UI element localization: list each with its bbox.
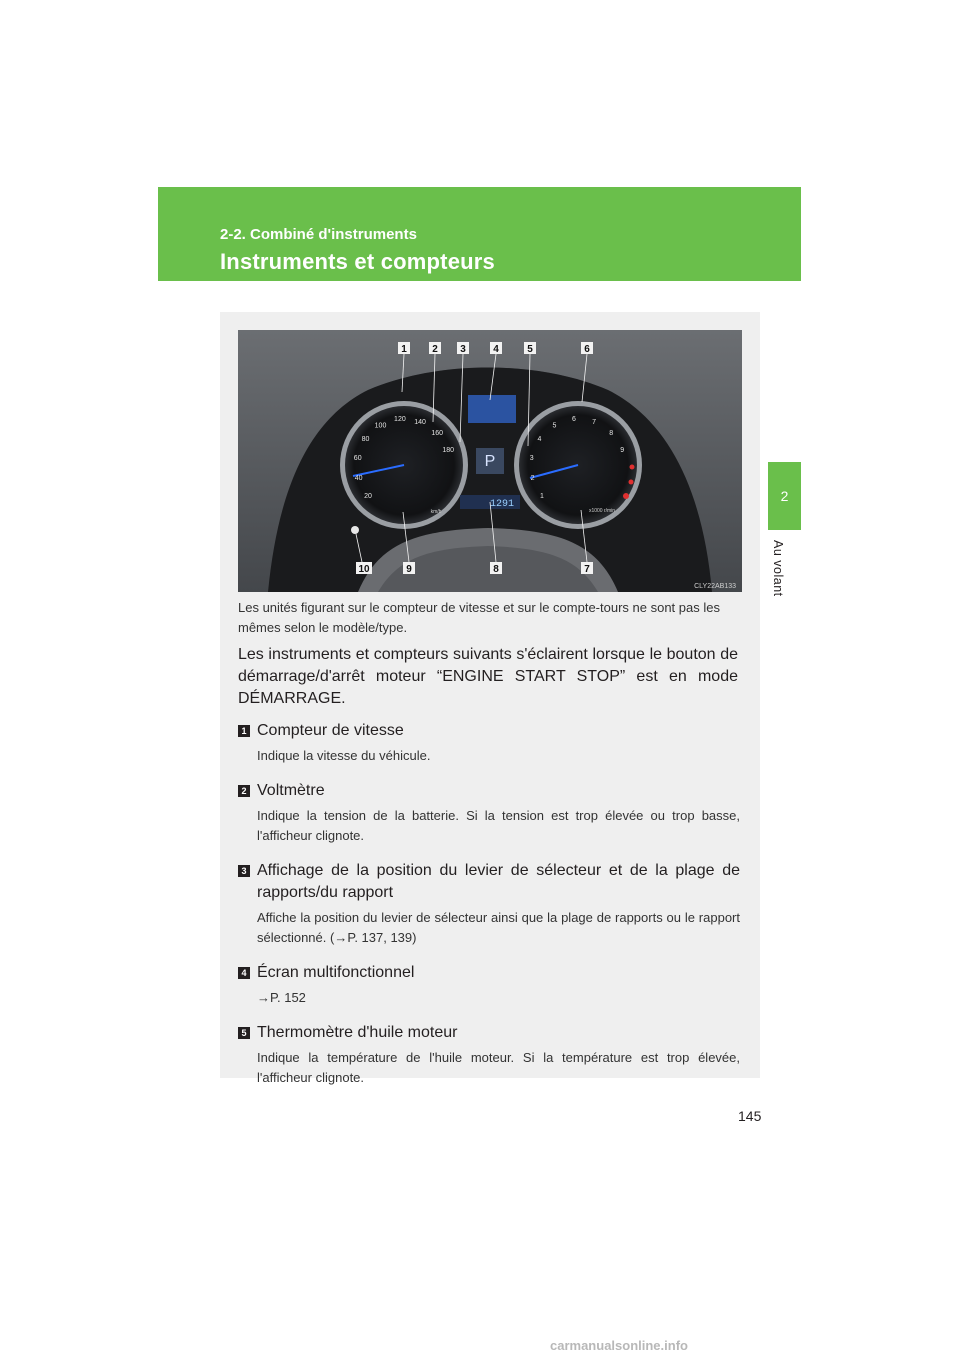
item-description: Indique la tension de la batterie. Si la tension est trop élevée ou trop basse, l'afficheur clignote.	[257, 808, 740, 843]
intro-paragraph: Les instruments et compteurs suivants s'éclairent lorsque le bouton de démarrage/d'arrêt moteur “ENGINE START STOP” est en mode DÉMARRAGE.	[238, 646, 738, 707]
item-title: Affichage de la position du levier de sélecteur et de la plage de rapports/du rapport	[257, 862, 740, 901]
cluster-illustration	[238, 330, 742, 592]
item-number: 5	[238, 1027, 250, 1039]
speed-unit-label: km/h	[430, 509, 442, 515]
list-item	[238, 720, 740, 766]
tach-tick-label: 6	[571, 416, 576, 424]
callout-number: 9	[406, 564, 412, 575]
section-label: 2-2. Combiné d'instruments	[220, 226, 417, 243]
tach-tick-label: 7	[592, 418, 597, 426]
list-item	[238, 780, 740, 846]
content-box	[220, 312, 760, 1085]
odometer-value: 1291	[489, 499, 515, 510]
speed-tick-label: 60	[353, 454, 362, 462]
speed-tick-label: 20	[364, 493, 372, 501]
speed-tick-label: 160	[431, 429, 444, 437]
callout-number: 8	[493, 564, 499, 575]
tach-unit-label: x1000 r/min	[588, 508, 616, 514]
item-number: 2	[238, 785, 250, 797]
list-item	[238, 962, 740, 1008]
item-number: 1	[238, 725, 250, 737]
callout-number: 3	[460, 344, 466, 355]
tach-tick-label: 5	[552, 422, 557, 430]
chapter-label: Au volant	[771, 540, 785, 597]
tach-tick-label: 4	[537, 436, 542, 443]
instrument-cluster-photo	[238, 330, 742, 592]
tach-tick-label: 9	[620, 446, 625, 454]
page-title: Instruments et compteurs	[220, 249, 495, 274]
speed-tick-label: 40	[354, 475, 363, 483]
item-title: Thermomètre d'huile moteur	[257, 1024, 458, 1041]
item-number: 4	[238, 967, 250, 979]
speed-tick-label: 80	[361, 436, 370, 443]
item-description: Affiche la position du levier de sélecteur ainsi que la plage de rapports ou le rapport sélectionné. (→P. 137, 139)	[257, 910, 740, 945]
gear-indicator: P	[484, 453, 496, 470]
tach-tick-label: 2	[530, 475, 535, 483]
multi-info-display	[468, 395, 516, 423]
chapter-tab[interactable]	[768, 462, 801, 530]
callout-number: 7	[584, 564, 590, 575]
item-title: Compteur de vitesse	[257, 722, 404, 739]
speed-tick-label: 120	[394, 416, 406, 424]
page-number: 145	[738, 1108, 762, 1124]
speed-tick-label: 180	[442, 446, 455, 454]
speed-tick-label: 140	[414, 418, 426, 426]
callout-number: 1	[401, 344, 407, 355]
tachometer-dial	[514, 401, 642, 529]
photo-code: CLY22AB133	[694, 583, 736, 590]
photo-caption: Les unités figurant sur le compteur de vitesse et sur le compte-tours ne sont pas les mêmes selon le modèle/type.	[238, 600, 720, 635]
item-description: Indique la vitesse du véhicule.	[257, 748, 431, 763]
callout-number: 4	[493, 344, 499, 355]
item-description: Indique la température de l'huile moteur. Si la température est trop élevée, l'afficheur clignote.	[257, 1050, 740, 1085]
tach-tick-label: 8	[609, 429, 614, 437]
speed-tick-label: 100	[374, 422, 387, 430]
instrument-list	[238, 720, 740, 1102]
callout-number: 6	[584, 344, 590, 355]
item-page-reference[interactable]: →P. 152	[257, 990, 306, 1005]
header-bar	[158, 187, 801, 281]
callout-number: 2	[432, 344, 438, 355]
item-title: Voltmètre	[257, 782, 325, 799]
tach-tick-label: 3	[529, 454, 534, 462]
tach-tick-label: 1	[540, 493, 544, 501]
callout-number: 10	[358, 564, 370, 575]
item-number: 3	[238, 865, 250, 877]
callout-number: 5	[527, 344, 533, 355]
list-item	[238, 1022, 740, 1088]
item-title: Écran multifonctionnel	[257, 964, 415, 981]
list-item	[238, 860, 740, 948]
chapter-number: 2	[780, 488, 789, 504]
footer-watermark[interactable]: carmanualsonline.info	[550, 1338, 688, 1353]
